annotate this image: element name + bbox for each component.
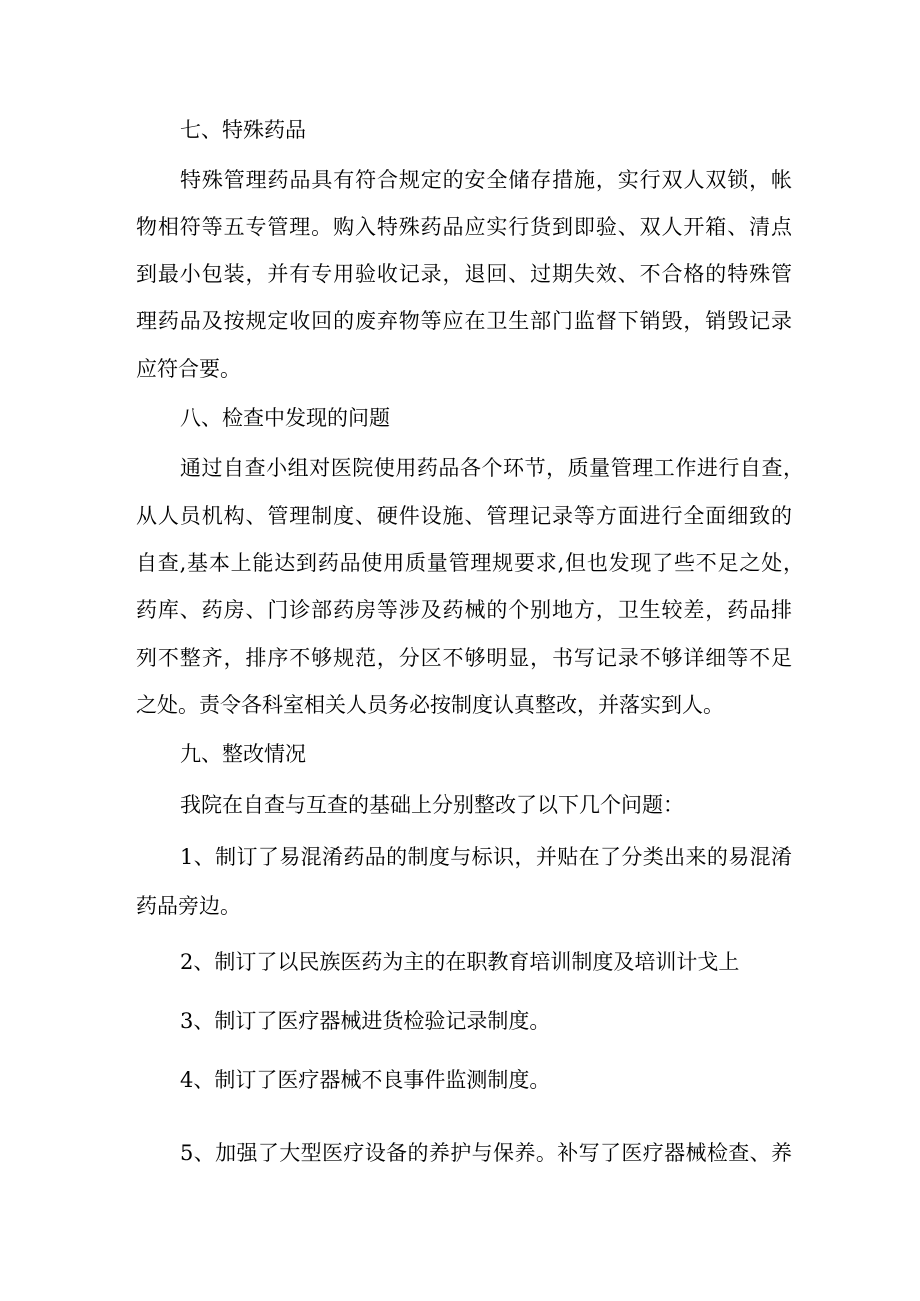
paragraph-line: 之处。责令各科室相关人员务必按制度认真整改，并落实到人。 bbox=[136, 693, 724, 717]
paragraph-line: 药库、药房、门诊部药房等涉及药械的个别地方，卫生较差，药品排 bbox=[136, 598, 792, 622]
list-item: 2、制订了以民族医药为主的在职教育培训制度及培训计戈上 bbox=[180, 950, 740, 974]
list-item: 5、加强了大型医疗设备的养护与保养。补写了医疗器械检查、养 bbox=[180, 1141, 792, 1165]
list-item: 3、制订了医疗器械进货检验记录制度。 bbox=[180, 1009, 551, 1033]
section-heading-rectification: 九、整改情况 bbox=[180, 742, 306, 766]
list-item-continuation: 药品旁边。 bbox=[136, 894, 241, 918]
paragraph-line: 特殊管理药品具有符合规定的安全储存措施，实行双人双锁，帐 bbox=[180, 168, 792, 192]
paragraph-line: 应符合要。 bbox=[136, 357, 241, 381]
section-heading-special-drugs: 七、特殊药品 bbox=[180, 118, 306, 142]
paragraph-line: 列不整齐，排序不够规范，分区不够明显，书写记录不够详细等不足 bbox=[136, 646, 792, 670]
paragraph-line: 自查,基本上能达到药品使用质量管理规要求,但也发现了些不足之处， bbox=[136, 551, 804, 575]
paragraph-line: 到最小包装，并有专用验收记录，退回、过期失效、不合格的特殊管 bbox=[136, 262, 792, 286]
intro-line: 我院在自查与互查的基础上分别整改了以下几个问题： bbox=[180, 793, 684, 817]
paragraph-line: 从人员机构、管理制度、硬件设施、管理记录等方面进行全面细致的 bbox=[136, 504, 792, 528]
list-item: 4、制订了医疗器械不良事件监测制度。 bbox=[180, 1068, 551, 1092]
section-heading-problems-found: 八、检查中发现的问题 bbox=[180, 406, 390, 430]
paragraph-line: 通过自查小组对医院使用药品各个环节，质量管理工作进行自查， bbox=[180, 456, 804, 480]
paragraph-line: 物相符等五专管理。购入特殊药品应实行货到即验、双人开箱、清点 bbox=[136, 215, 792, 239]
list-item: 1、制订了易混淆药品的制度与标识，并贴在了分类出来的易混淆 bbox=[180, 845, 792, 869]
paragraph-line: 理药品及按规定收回的废弃物等应在卫生部门监督下销毁，销毁记录 bbox=[136, 309, 792, 333]
